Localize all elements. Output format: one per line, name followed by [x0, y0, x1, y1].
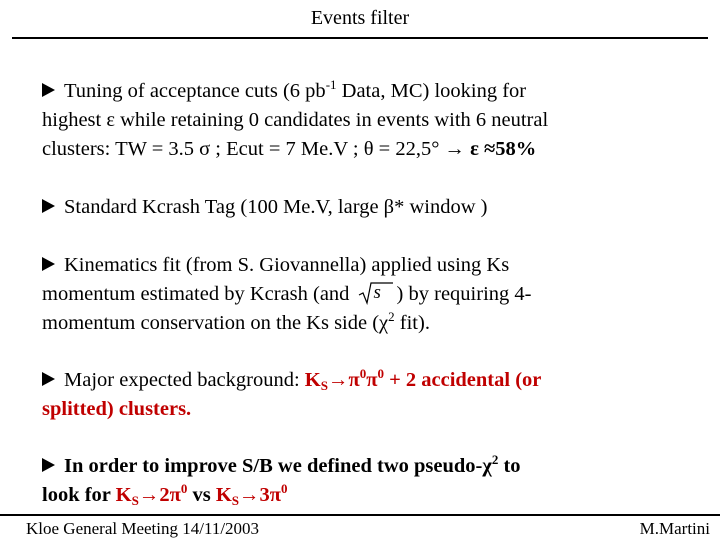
- arrow-bullet-icon: [42, 83, 55, 97]
- b4-sup1: 0: [359, 366, 367, 381]
- b4-text-4: + 2 accidental (or: [383, 369, 542, 391]
- b3-sup: 2: [388, 309, 395, 324]
- b1-text-3: highest ε while retaining 0 candidates in events with 6 neutral: [42, 109, 549, 131]
- footer-author: M.Martini: [639, 519, 710, 538]
- b5-sup: 2: [491, 452, 499, 467]
- b4-arrow-pi: →π: [327, 369, 360, 391]
- sqrt-var: s: [373, 282, 381, 303]
- b5-channel-2pi0: [115, 481, 188, 508]
- b4-pi: π: [366, 369, 378, 391]
- b5-text-3: look for: [42, 484, 116, 506]
- b5-text-2: to: [498, 455, 521, 477]
- b5-r2: →3π: [239, 484, 281, 506]
- b4-text-5: splitted) clusters.: [42, 398, 192, 420]
- arrow-bullet-icon: [42, 458, 55, 472]
- b4-ksub: S: [320, 378, 328, 393]
- b5-k2: K: [215, 484, 232, 506]
- b3-text-2: momentum estimated by Kcrash (and: [42, 283, 350, 305]
- b1-text-1: Tuning of acceptance cuts (6 pb: [64, 80, 326, 102]
- footer-meeting: Kloe General Meeting 14/11/2003: [26, 519, 260, 538]
- b5-text-4: vs: [187, 484, 216, 506]
- title-rule: [12, 37, 708, 39]
- b4-sup2: 0: [377, 366, 384, 381]
- sqrt-s-symbol: [357, 281, 395, 305]
- bullet-background: [42, 366, 692, 424]
- slide-footer: [0, 514, 720, 542]
- b5-k1sub: S: [131, 493, 139, 508]
- b1-text-4: clusters: TW = 3.5 σ ; Ecut = 7 Me.V ; θ = 22,5° →: [42, 138, 471, 160]
- b3-text-5: fit).: [394, 312, 430, 334]
- b5-channel-3pi0: [215, 481, 288, 508]
- b1-sup: -1: [325, 77, 337, 92]
- b5-text-1: In order to improve S/B we defined two pseudo-χ: [64, 455, 492, 477]
- b2-text: Standard Kcrash Tag (100 Me.V, large β* window ): [64, 196, 488, 218]
- b5-r1sup: 0: [180, 481, 188, 496]
- b5-k1: K: [115, 484, 132, 506]
- arrow-bullet-icon: [42, 199, 55, 213]
- b3-text-4: momentum conservation on the Ks side (χ: [42, 312, 389, 334]
- bullet-acceptance-cuts: [42, 77, 692, 164]
- b5-r1: →2π: [138, 484, 181, 506]
- b1-efficiency: ε ≈58%: [470, 138, 537, 160]
- slide-title: Events filter: [310, 7, 410, 29]
- b5-r2sup: 0: [280, 481, 288, 496]
- arrow-bullet-icon: [42, 257, 55, 271]
- b4-text-1: Major expected background:: [64, 369, 305, 391]
- bullet-pseudo-chi2: [42, 452, 692, 510]
- b3-text-3: ) by requiring 4-: [396, 283, 532, 305]
- b4-k: K: [304, 369, 321, 391]
- b5-k2sub: S: [231, 493, 239, 508]
- b1-text-2: Data, MC) looking for: [336, 80, 527, 102]
- bullet-kinematics-fit: [42, 251, 692, 338]
- arrow-bullet-icon: [42, 372, 55, 386]
- bullet-kcrash-tag: [42, 193, 692, 222]
- b3-text-1: Kinematics fit (from S. Giovannella) applied using Ks: [64, 254, 510, 276]
